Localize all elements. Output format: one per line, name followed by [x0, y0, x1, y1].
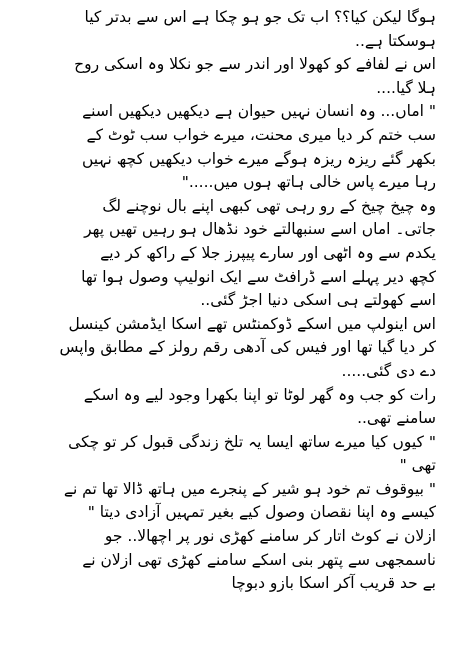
text-line: ہوگا لیکن کیا؟؟ اب تک جو ہو چکا ہے اس سے بدتر کیا	[84, 8, 436, 26]
text-line: وہ چیخ چیخ کے رو رہی تھی کبھی اپنے بال نوچنے لگ	[102, 196, 436, 215]
text-line: جاتی۔ اماں اسے سنبھالتے خود نڈھال ہو رہیں تھیں پھر	[84, 220, 436, 239]
urdu-text-body	[52, 6, 436, 596]
text-line: کر دیا گیا تھا اور فیس کی آدھی رقم رولز کے مطابق واپس	[59, 338, 436, 357]
text-line: دے دی گئی.....	[341, 361, 436, 380]
text-line: " اماں... وہ انسان نہیں حیوان ہے دیکھیں دیکھیں اسنے	[82, 102, 436, 121]
text-line: کیسے وہ اپنا نقصان وصول کیے بغیر تمہیں آزادی دیتا "	[87, 503, 436, 522]
text-line: سب ختم کر دیا میری محنت، میرے خواب سب ٹوٹ کے	[86, 125, 436, 144]
text-line: رات کو جب وہ گھر لوٹا تو اپنا بکھرا وجود لیے وہ اسکے	[83, 385, 436, 404]
text-line: ازلان نے کوٹ اتار کر سامنے کھڑی نور پر اچھالا.. جو	[104, 527, 436, 546]
text-line: بکھر گئے ریزہ ریزہ ہوگے میرے خواب دیکھیں کچھ نہیں	[81, 149, 436, 168]
text-line: اس اینولپ میں اسکے ڈوکمنٹس تھے اسکا ایڈمشن کینسل	[68, 314, 436, 333]
text-line: اس نے لفافے کو کھولا اور اندر سے جو نکلا وہ اسکی روح	[74, 55, 436, 74]
text-line: " بیوقوف تم خود ہو شیر کے پنجرے میں ہاتھ ڈالا تھا تم نے	[63, 479, 436, 498]
text-line: ناسمجھی سے پتھر بنی اسکے سامنے کھڑی تھی ازلان نے	[82, 550, 436, 569]
text-line: بے حد قریب آکر اسکا بازو دبوچا	[231, 574, 436, 593]
text-line: ہلا گیا....	[376, 78, 436, 97]
text-line: اسے کھولتے ہی اسکی دنیا اجڑ گئی..	[200, 291, 436, 310]
text-line: رہا میرے پاس خالی ہاتھ ہوں میں....."	[181, 173, 436, 192]
text-line: کچھ دیر پہلے اسے ڈرافٹ سے ایک انولیپ وصول ہوا تھا	[81, 267, 436, 286]
text-line: تھی "	[399, 456, 436, 475]
text-line: یکدم سے وہ اٹھی اور سارے پیپرز جلا کے راکھ کر دیے	[100, 243, 436, 262]
text-line: " کیوں کیا میرے ساتھ ایسا یہ تلخ زندگی قبول کر تو چکی	[68, 432, 436, 451]
text-line: سامنے تھی..	[357, 409, 436, 428]
text-line: ہوسکتا ہے..	[355, 31, 436, 50]
